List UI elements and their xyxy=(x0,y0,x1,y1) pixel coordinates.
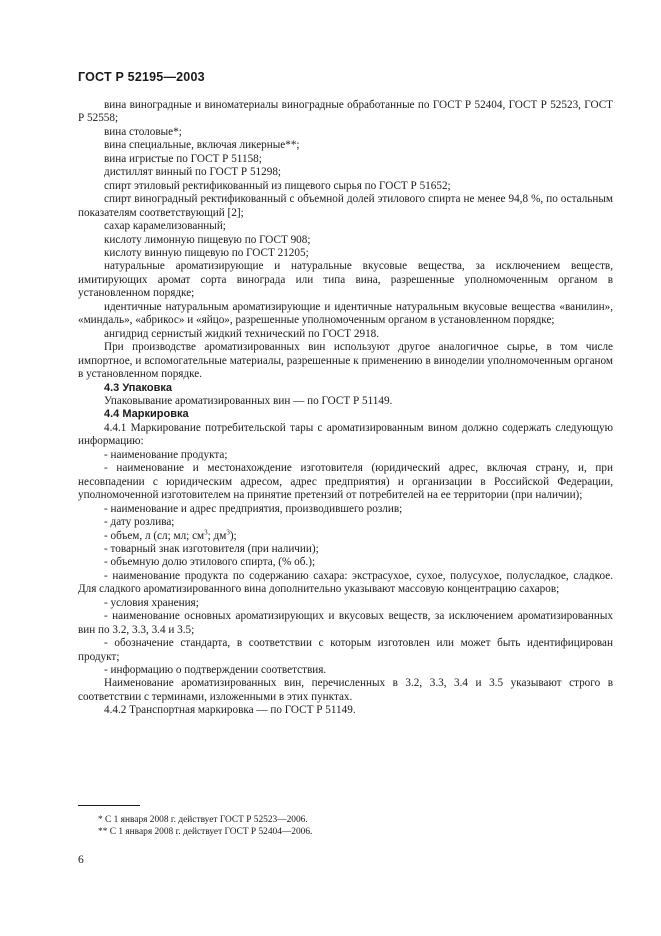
paragraph: вина виноградные и виноматериалы виноградные обработанные по ГОСТ Р 52404, ГОСТ Р 52523, ГОСТ Р 52558; xyxy=(78,99,613,125)
list-item: - объемную долю этилового спирта, (% об.); xyxy=(104,556,316,569)
paragraph: Упаковывание ароматизированных вин — по ГОСТ Р 51149. xyxy=(104,394,393,407)
list-item: - дату розлива; xyxy=(104,516,175,529)
section-heading-4-3 xyxy=(78,382,613,395)
page-number: 6 xyxy=(78,854,84,866)
list-item: - наименование и местонахождение изготовителя (юридический адрес, включая страну, и, при несовпадении с юридическим адресом, адрес предприятия) и организации в Российской Федерации, уполномоченной изготовителем на принятие претензий от потребителей на ее территории (при наличии); xyxy=(78,462,613,502)
list-item: - наименование и адрес предприятия, производившего розлив; xyxy=(104,502,403,515)
paragraph: вина столовые*; xyxy=(104,125,182,138)
footnote-divider xyxy=(78,805,140,806)
section-title: Маркировка xyxy=(122,408,189,421)
paragraph: При производстве ароматизированных вин используют другое аналогичное сырье, в том числе импортное, и вспомогательные материалы, разрешенные к применению в виноделии уполномоченным органом в установленном порядке. xyxy=(78,341,613,381)
paragraph: спирт этиловый ректификованный из пищевого сырья по ГОСТ Р 51652; xyxy=(104,179,451,192)
list-item: - информацию о подтверждении соответствия. xyxy=(104,664,327,677)
list-item: - условия хранения; xyxy=(104,596,199,609)
paragraph: натуральные ароматизирующие и натуральные вкусовые вещества, за исключением веществ, имитирующих аромат сорта винограда или типа вина, разрешенные уполномоченным органом в установленном порядке; xyxy=(78,260,613,300)
paragraph: Наименование ароматизированных вин, перечисленных в 3.2, 3.3, 3.4 и 3.5 указывают строго в соответствии с терминами, изложенными в этих пунктах. xyxy=(78,677,613,703)
paragraph: дистиллят винный по ГОСТ Р 51298; xyxy=(104,166,282,179)
paragraph: 4.4.1 Маркирование потребительской тары с ароматизированным вином должно содержать следующую информацию: xyxy=(78,421,613,448)
section-title: Упаковка xyxy=(122,381,173,394)
list-item: - наименование продукта; xyxy=(104,448,228,461)
paragraph: 4.4.2 Транспортная маркировка — по ГОСТ Р 51149. xyxy=(104,704,356,717)
paragraph: сахар карамелизованный; xyxy=(104,220,226,233)
paragraph: идентичные натуральным ароматизирующие и идентичные натуральным вкусовые вещества «ванилин», «миндаль», «абрикос» и «яйцо», разрешенные уполномоченным органом в установленном порядке; xyxy=(78,300,613,327)
footnote: ** С 1 января 2008 г. действует ГОСТ Р 52404—2006. xyxy=(98,826,313,837)
list-item: - обозначение стандарта, в соответствии с которым изготовлен или может быть идентифицирован продукт; xyxy=(78,637,613,663)
footnote: * С 1 января 2008 г. действует ГОСТ Р 52523—2006. xyxy=(98,815,308,825)
list-item: - наименование основных ароматизирующих и вкусовых веществ, за исключением ароматизированных вин по 3.2, 3.3, 3.4 и 3.5; xyxy=(78,610,613,636)
list-item: - товарный знак изготовителя (при наличии); xyxy=(104,542,319,555)
paragraph: спирт виноградный ректификованный с объемной долей этилового спирта не менее 94,8 %, по остальным показателям соответствующий [2]; xyxy=(78,193,613,219)
list-item: - наименование продукта по содержанию сахара: экстрасухое, сухое, полусухое, полусладкое, сладкое. Для сладкого ароматизированного вина дополнительно указывают массовую концентрацию сахаров; xyxy=(78,569,613,596)
paragraph: вина специальные, включая ликерные**; xyxy=(104,139,300,152)
standard-header: ГОСТ Р 52195—2003 xyxy=(78,70,205,84)
paragraph: кислоту лимонную пищевую по ГОСТ 908; xyxy=(104,233,311,246)
paragraph: кислоту винную пищевую по ГОСТ 21205; xyxy=(104,246,309,259)
paragraph: вина игристые по ГОСТ Р 51158; xyxy=(104,152,262,165)
section-number: 4.3 xyxy=(104,381,120,394)
section-number: 4.4 xyxy=(104,408,120,421)
section-heading-4-4 xyxy=(78,408,613,421)
list-item-volume: - объем, л (сл; мл; $см^3$; $дм^3$); xyxy=(104,527,237,542)
paragraph: ангидрид сернистый жидкий технический по ГОСТ 2918. xyxy=(104,327,380,340)
main-content xyxy=(78,99,613,718)
footnotes xyxy=(98,815,598,838)
